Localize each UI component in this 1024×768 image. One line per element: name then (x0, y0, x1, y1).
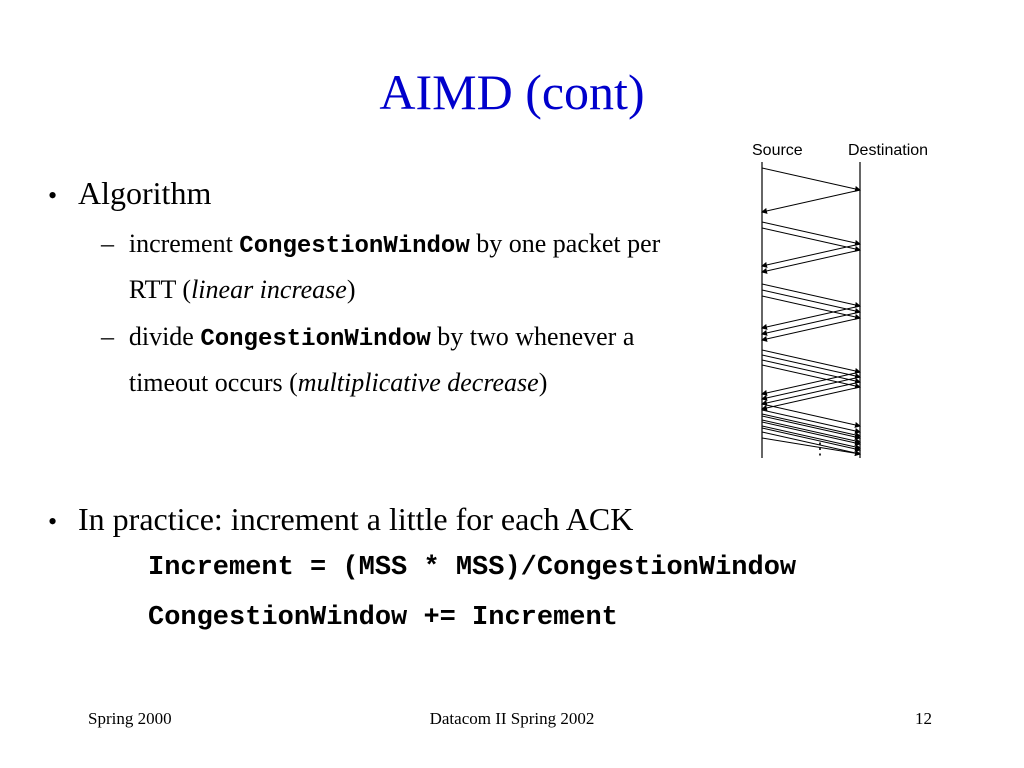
sub-bullet-linear-increase (101, 222, 661, 311)
data-packet-arrow (762, 416, 860, 438)
bullet-text: Algorithm (78, 175, 212, 211)
ack-arrow (762, 250, 860, 272)
ack-arrow (762, 382, 860, 404)
code-line-update: CongestionWindow += Increment (148, 603, 618, 633)
ack-arrow (762, 377, 860, 399)
ack-arrow (762, 190, 860, 212)
data-packet-arrow (762, 426, 860, 448)
footer-slide-number: 12 (915, 709, 932, 728)
data-packet-arrow (762, 168, 860, 190)
bullet-text: In practice: increment a little for each ACK (78, 501, 634, 537)
ack-arrow (762, 306, 860, 328)
sub-bullet-multiplicative-decrease (101, 315, 661, 404)
bullet-dot: • (48, 181, 58, 210)
bullet-algorithm (48, 174, 211, 212)
sub-bullet-text (129, 222, 661, 311)
dash-marker: – (101, 229, 114, 258)
ack-arrow (762, 318, 860, 340)
data-packet-arrow (762, 222, 860, 244)
code-term: CongestionWindow (239, 233, 470, 260)
sub-bullet-text (129, 315, 661, 404)
destination-label: Destination (848, 142, 929, 159)
text-suffix: ) (538, 368, 548, 397)
bullet-dot: • (48, 507, 58, 536)
data-packet-arrow (762, 290, 860, 312)
source-label: Source (752, 142, 803, 159)
code-term: CongestionWindow (200, 326, 431, 353)
text-suffix: ) (346, 275, 356, 304)
data-packet-arrow (762, 284, 860, 306)
bullet-in-practice (48, 500, 633, 538)
text-middle: by two whenever a timeout occurs ( (128, 322, 635, 397)
text-prefix: divide (128, 322, 201, 351)
data-packet-arrow (762, 360, 860, 382)
dash-marker: – (101, 322, 114, 351)
message-arrows (762, 168, 860, 454)
emphasis-term: multiplicative decrease (297, 368, 539, 397)
data-packet-arrow (762, 296, 860, 318)
footer-center: Datacom II Spring 2002 (429, 709, 595, 728)
text-prefix: increment (128, 229, 240, 258)
data-packet-arrow (762, 432, 860, 454)
footer-left: Spring 2000 (88, 709, 172, 728)
data-packet-arrow (762, 355, 860, 377)
emphasis-term: linear increase (191, 275, 347, 304)
text-middle: by one packet per RTT ( (128, 229, 661, 304)
continuation-dots: ⋮ (812, 441, 828, 458)
ack-arrow (762, 312, 860, 334)
slide-title: AIMD (cont) (379, 64, 645, 120)
data-packet-arrow (762, 228, 860, 250)
code-line-increment: Increment = (MSS * MSS)/CongestionWindow (148, 553, 797, 583)
data-packet-arrow (762, 410, 860, 432)
data-packet-arrow (762, 404, 860, 426)
timing-diagram (740, 136, 970, 462)
ack-arrow (762, 244, 860, 266)
